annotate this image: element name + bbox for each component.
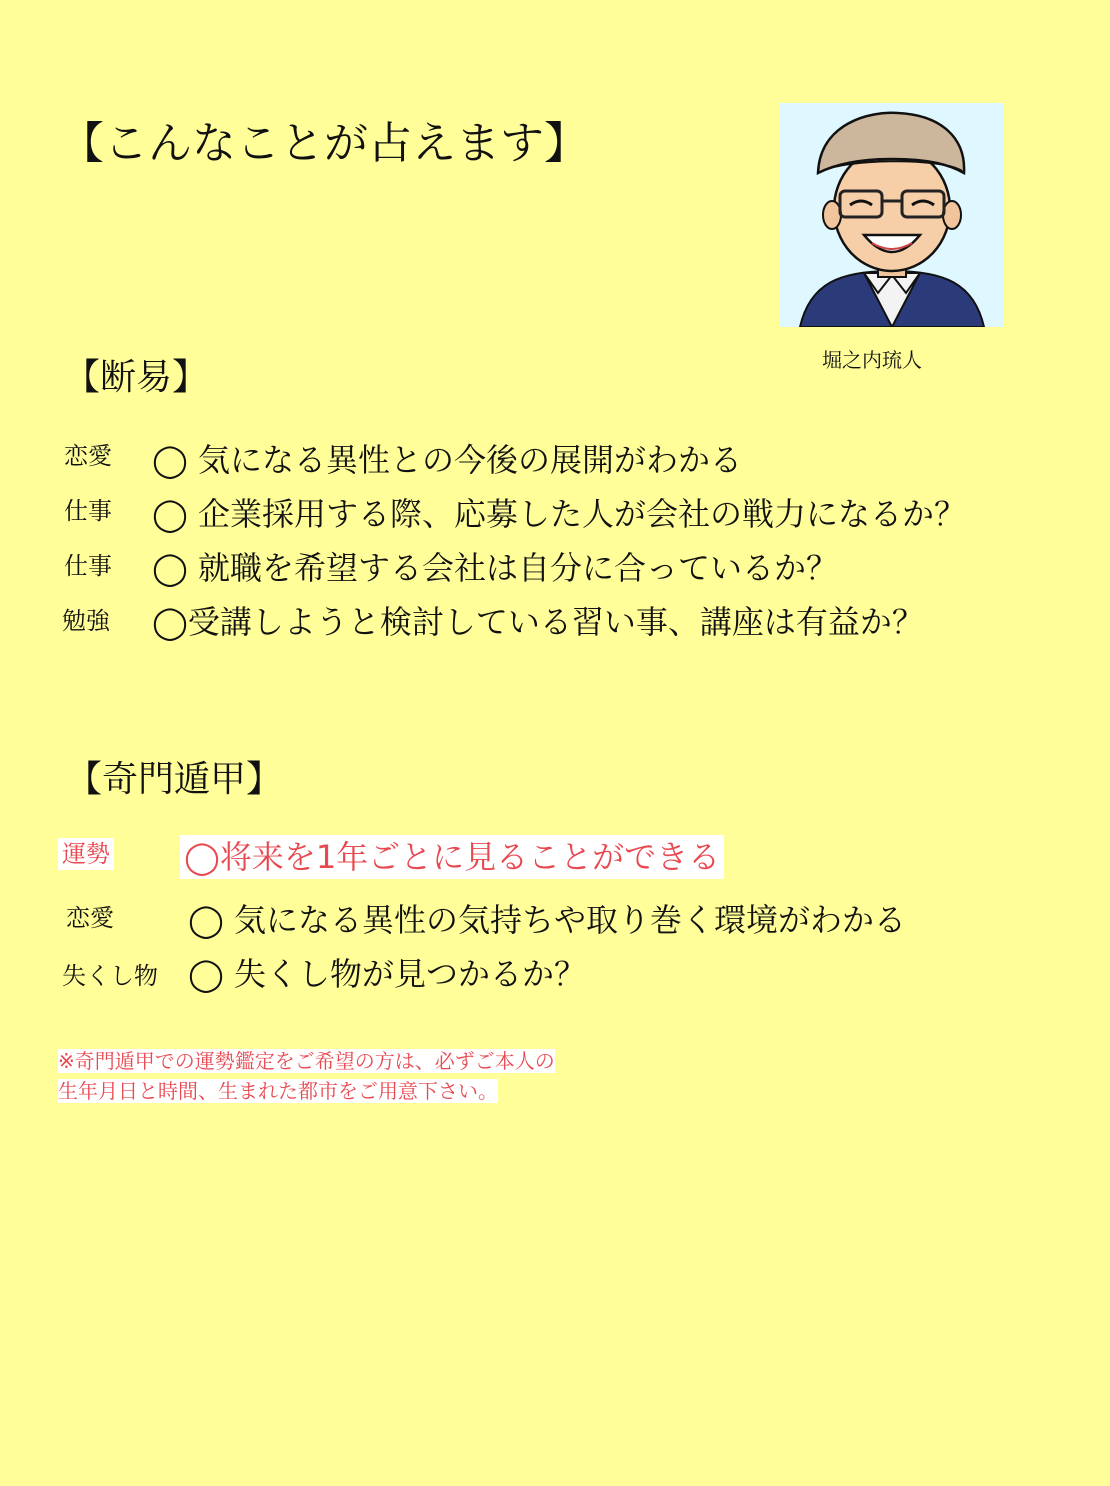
item-text: ◯受講しようと検討している習い事、講座は有益か？ — [152, 603, 924, 641]
item-category: 恋愛 — [66, 904, 114, 932]
item-text: ◯ 気になる異性の気持ちや取り巻く環境がわかる — [188, 901, 906, 939]
avatar-portrait — [780, 103, 1004, 327]
item-category: 失くし物 — [62, 962, 158, 990]
item-text: ◯ 就職を希望する会社は自分に合っているか？ — [152, 549, 838, 587]
item-category: 運勢 — [58, 838, 114, 870]
item-category: 勉強 — [62, 607, 110, 635]
page-title: 【こんなことが占えます】 — [60, 118, 588, 169]
avatar — [780, 103, 1004, 327]
item-text-highlight: ◯将来を1年ごとに見ることができる — [180, 835, 724, 879]
section-title-kimon: 【奇門遁甲】 — [66, 759, 283, 800]
notice-line-2: 生年月日と時間、生まれた都市をご用意下さい。 — [58, 1079, 498, 1103]
notice-text — [58, 1046, 652, 1106]
notice-line-1: ※奇門遁甲での運勢鑑定をご希望の方は、必ずご本人の — [58, 1049, 555, 1073]
item-text: ◯ 気になる異性との今後の展開がわかる — [152, 441, 742, 479]
item-category: 仕事 — [64, 497, 112, 525]
item-category: 仕事 — [64, 552, 112, 580]
item-text: ◯ 企業採用する際、応募した人が会社の戦力になるか？ — [152, 495, 966, 533]
section-title-danyi: 【断易】 — [64, 357, 209, 398]
item-category: 恋愛 — [64, 442, 112, 470]
item-text: ◯ 失くし物が見つかるか？ — [188, 955, 586, 993]
profile-name: 堀之内琉人 — [822, 348, 922, 372]
